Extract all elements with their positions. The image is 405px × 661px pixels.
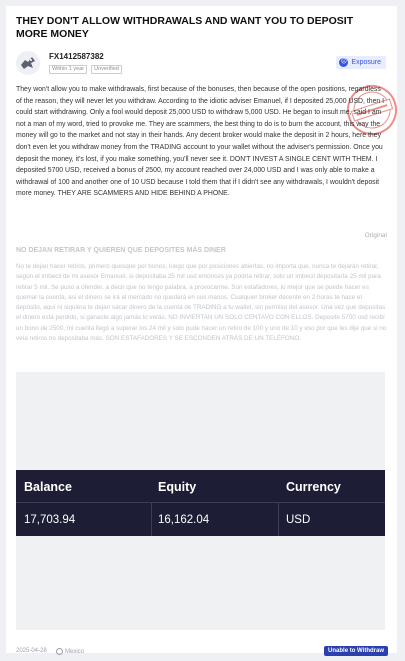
location-label: Mexico xyxy=(65,648,85,655)
user-row xyxy=(16,51,388,75)
badge-tenure: Within 1 year xyxy=(49,65,87,74)
pin-icon xyxy=(56,648,63,655)
post-title[interactable]: THEY DON'T ALLOW WITHDRAWALS AND WANT YOU TO DEPOSIT MORE MONEY xyxy=(16,15,354,40)
column-divider xyxy=(278,503,279,536)
value-equity: 16,162.04 xyxy=(158,514,210,526)
user-badges xyxy=(49,65,122,74)
header-equity: Equity xyxy=(158,480,197,494)
badge-verification: Unverified xyxy=(91,65,122,74)
review-body-spanish: No te dejan hacer retiros, primero quesque por bonos, luego que por posiciones abiertas, no importa que, nunca te dejarán retirar, según el imbecil de mi asesor Emanuel, si depositaba 25 mil usd entonces ya podría retirar, solo un imbecil depositaría 25 mil para retirar 5 mil. Se puso a ofender, a decir que no tengo palabra, a provocarme. Son estafadores, lo mejor que se puede hacer es quemar la cuenta, así el dinero se irá al mercado no quedará en sus manos. Cualquier broker decente en 2 horas te hace el depósito, aquí ni siquiera te dejan sacar dinero de la cuenta de TRADING a tu wallet, sin permiso del asesor. Una vez que depositas el dinero está perdido, si ganaste algo jamás lo verás. NO INVIERTAN UN SOLO CENTAVO CON ELLOS. Deposite 5700 usd recibí un bono de 2500, mi cuenta llegó a superar los 24 mil y solo pude hacer un retiro de 100 y uno de 10 y eso por que les dije que si no veía retiros no depositaba más. SON ESTAFADORES Y SE ESCONDEN ATRÁS DE UN TELÉFONO. xyxy=(16,263,387,343)
original-toggle[interactable]: Original xyxy=(364,232,387,239)
username[interactable]: FX1412587382 xyxy=(49,52,104,61)
review-body-english: They won't allow you to make withdrawals, first because of the bonuses, then because of the open positions, regardless of the reason, they will never let you withdraw. According to the idiotic adviser Emanuel, if I deposited 25,000 USD, then I could start withdrawing. Only a fool would deposit 25,000 USD to withdraw 5,000 USD. He began to insult me, said I am not a man of my word, tried to provoke me. They are scammers, the best thing to do is to burn the account, this way the money will go to the market and not stay in their hands. Any decent broker would make the deposit in 2 hours, here they don't even let you withdraw money from the TRADING account to your wallet without the adviser's permission. Once you deposit the money, it's lost, if you make something, you'll never see it. DON'T INVEST A SINGLE CENT WITH THEM. I deposited 5700 USD, received a bonus of 2500, my account reached over 24,000 USD and I was only able to make a withdrawal of 100 and another one of 10 USD because I told them that if I didn't see any withdrawals, I wouldn't deposit more money. THEY ARE SCAMMERS AND HIDE BEHIND A PHONE. xyxy=(16,86,385,198)
column-divider xyxy=(151,503,152,536)
avatar[interactable] xyxy=(16,51,40,75)
sad-face-icon: ☹ xyxy=(340,59,348,65)
exposure-label: Exposure xyxy=(351,59,381,66)
evidence-screenshot[interactable] xyxy=(16,372,385,630)
post-date: 2025-04-28 xyxy=(16,648,47,654)
header-currency: Currency xyxy=(286,480,341,494)
table-divider xyxy=(16,502,385,503)
original-title-spanish: NO DEJAN RETIRAR Y QUIEREN QUE DEPOSITES MÁS DINER xyxy=(16,247,226,254)
header-balance: Balance xyxy=(24,480,72,494)
account-summary-table xyxy=(16,470,385,536)
value-balance: 17,703.94 xyxy=(24,514,76,526)
review-card xyxy=(6,6,397,653)
eagle-avatar-icon xyxy=(16,51,40,75)
value-currency: USD xyxy=(286,514,311,526)
exposure-tag[interactable] xyxy=(336,56,386,69)
post-footer xyxy=(16,646,388,658)
post-location xyxy=(56,648,84,655)
status-badge[interactable]: Unable to Withdraw xyxy=(324,646,388,656)
